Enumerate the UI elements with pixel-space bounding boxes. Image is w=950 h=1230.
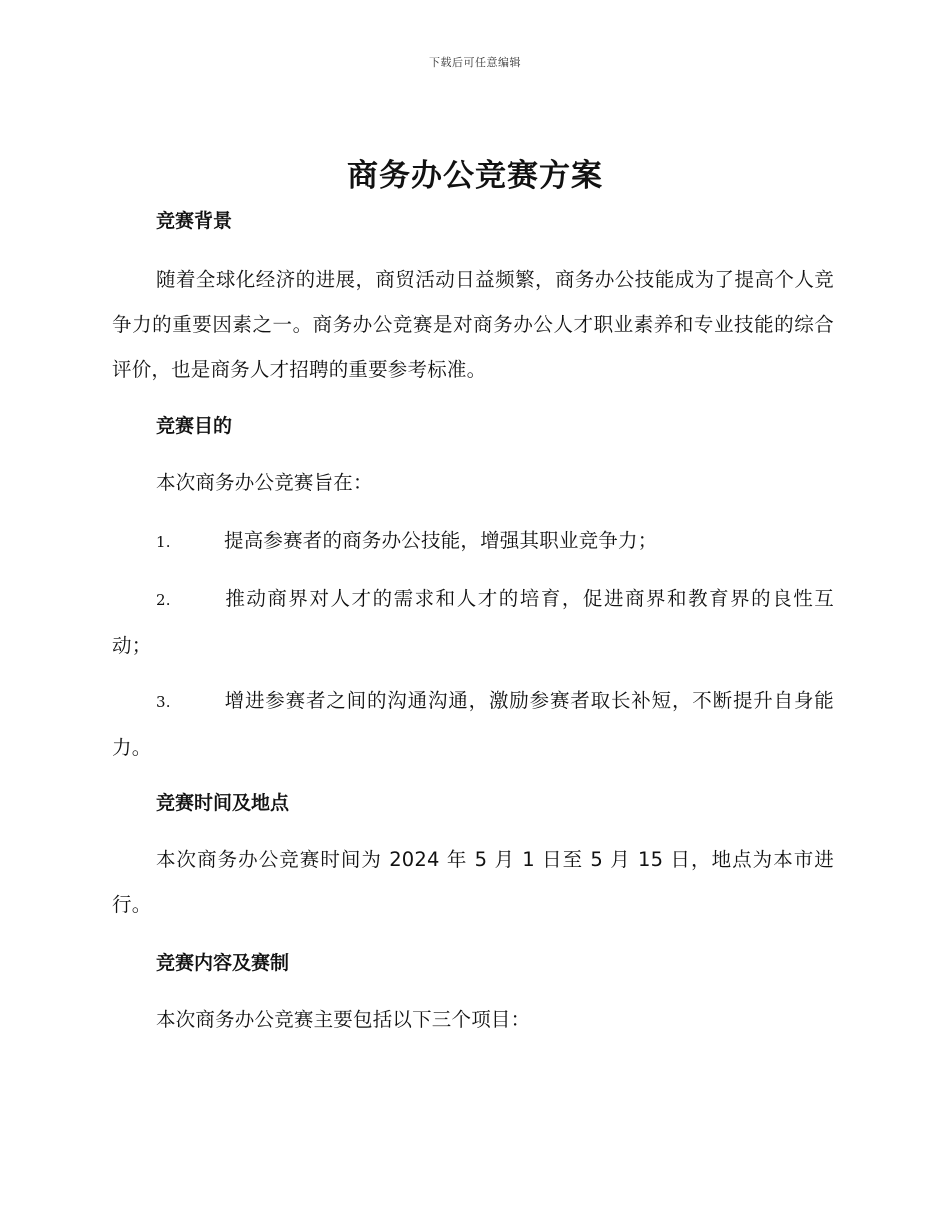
list-item-number: 2. [156, 591, 171, 609]
paragraph-content: 本次商务办公竞赛主要包括以下三个项目： [156, 1008, 531, 1031]
paragraph-time-place: 本次商务办公竞赛时间为 2024 年 5 月 1 日至 5 月 15 日，地点为本市进行。 [112, 848, 834, 916]
list-item [112, 678, 834, 770]
paragraph-purpose-intro: 本次商务办公竞赛旨在： [156, 471, 373, 494]
list-item-text: 推动商界对人才的需求和人才的培育，促进商界和教育界的良性互动； [112, 587, 834, 657]
list-item-number: 3. [156, 693, 171, 711]
document-title: 商务办公竞赛方案 [347, 158, 603, 194]
list-item [112, 576, 834, 668]
header-note: 下载后可任意编辑 [429, 56, 521, 69]
list-item-number: 1. [156, 533, 171, 551]
list-item-text: 提高参赛者的商务办公技能，增强其职业竞争力； [224, 529, 658, 552]
section-heading-purpose: 竞赛目的 [156, 415, 233, 437]
list-item-text: 增进参赛者之间的沟通沟通，激励参赛者取长补短，不断提升自身能力。 [112, 689, 834, 759]
section-heading-background: 竞赛背景 [156, 210, 233, 232]
section-heading-time-place: 竞赛时间及地点 [156, 792, 290, 814]
section-heading-content: 竞赛内容及赛制 [156, 952, 290, 974]
paragraph-background: 随着全球化经济的进展，商贸活动日益频繁，商务办公技能成为了提高个人竞争力的重要因素之一。商务办公竞赛是对商务办公人才职业素养和专业技能的综合评价，也是商务人才招聘的重要参考标准。 [112, 268, 834, 381]
list-item [112, 518, 834, 565]
